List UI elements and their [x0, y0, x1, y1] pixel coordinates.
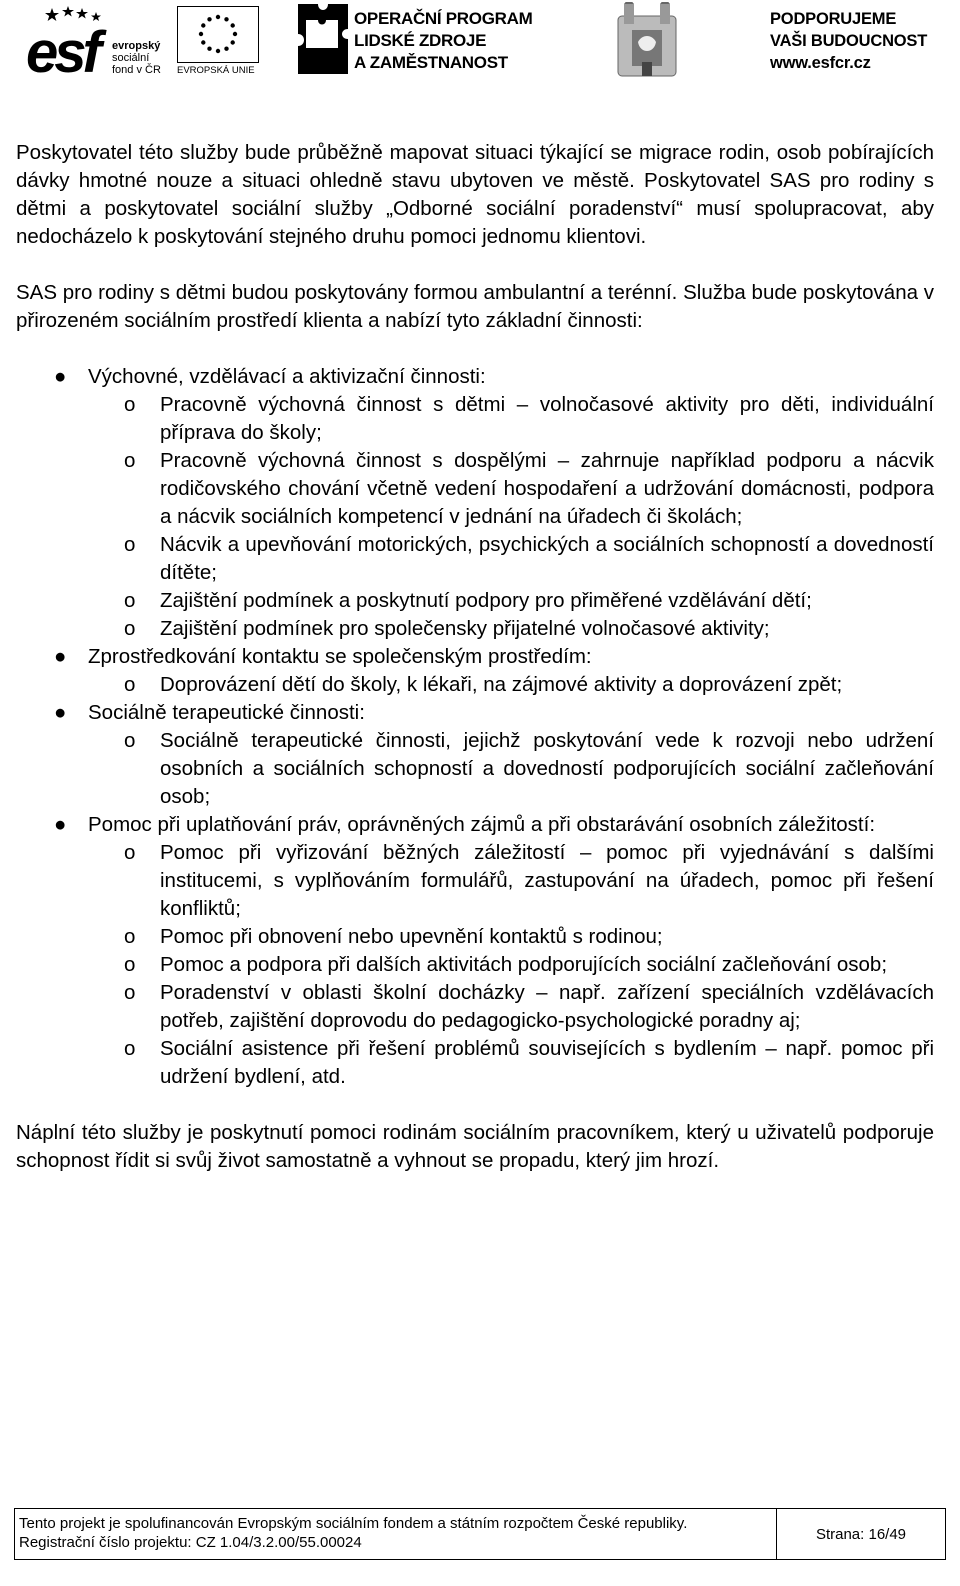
sub-list-item	[88, 587, 934, 615]
op-logo-text	[354, 8, 532, 74]
esf-logo-line1: evropský	[112, 40, 161, 52]
sub-list-item-text: Pomoc při obnovení nebo upevnění kontaktů s rodinou;	[160, 925, 663, 948]
op-logo-line2: LIDSKÉ ZDROJE	[354, 31, 487, 50]
sub-list-item	[88, 391, 934, 447]
sub-list-item-text: Sociálně terapeutické činnosti, jejichž poskytování vede k rozvoji nebo udržení osobních a sociálních schopností a dovedností podporujících sociální začleňování osob;	[160, 729, 934, 808]
sub-list	[88, 671, 934, 699]
sub-list	[88, 391, 934, 643]
sub-list-item-text: Zajištění podmínek a poskytnutí podpory pro přiměřené vzdělávání dětí;	[160, 589, 812, 612]
sub-list-item	[88, 979, 934, 1035]
paragraph-intro: Poskytovatel této služby bude průběžně mapovat situaci týkající se migrace rodin, osob pobírajících dávky hmotné nouze a situaci ohledně stavu ubytoven ve městě. Poskytovatel SAS pro rodiny s dětmi a poskytovatel sociální služby „Odborné sociální poradenství“ musí spolupracovat, aby nedocházelo k poskytování stejného druhu pomoci jednomu klientovi.	[16, 141, 934, 248]
sub-list-item-text: Pomoc při vyřizování běžných záležitostí – pomoc při vyjednávání s dalšími institucemi, s vyplňováním formulářů, zastupování na úřadech, pomoc při řešení konfliktů;	[160, 841, 934, 920]
page-footer	[14, 1508, 946, 1560]
support-logo-url: www.esfcr.cz	[770, 54, 871, 72]
list-item	[16, 811, 934, 1091]
page-number	[777, 1509, 945, 1559]
list-item-label: Výchovné, vzdělávací a aktivizační činnosti:	[88, 365, 486, 388]
sub-list-item	[88, 951, 934, 979]
list-item-label: Pomoc při uplatňování práv, oprávněných zájmů a při obstarávání osobních záležitostí:	[88, 813, 876, 836]
sub-list-item	[88, 671, 934, 699]
paragraph-conclusion: Náplní této služby je poskytnutí pomoci rodinám sociálním pracovníkem, který u uživatelů podporuje schopnost řídit si svůj život samostatně a vyhnout se propadu, který jim hrozí.	[16, 1121, 934, 1172]
sub-list-item	[88, 531, 934, 587]
circle-bullet-icon: o	[124, 393, 136, 416]
sub-list-item	[88, 447, 934, 531]
circle-bullet-icon: o	[124, 981, 136, 1004]
circle-bullet-icon: o	[124, 925, 136, 948]
sub-list	[88, 727, 934, 811]
support-logo	[770, 8, 950, 78]
op-logo-line3: A ZAMĚSTNANOST	[354, 53, 508, 72]
esf-logo-line2: sociální	[112, 52, 150, 64]
list-item	[16, 699, 934, 811]
sub-list-item-text: Pracovně výchovná činnost s dospělými – zahrnuje například podporu a nácvik rodičovského chování včetně vedení hospodaření a udržování domácnosti, podpora a nácvik sociálních kompetencí v jednání na úřadech či školách;	[160, 449, 934, 528]
sub-list-item-text: Pomoc a podpora při dalších aktivitách podporujících sociální začleňování osob;	[160, 953, 888, 976]
eu-flag-icon	[177, 6, 259, 63]
sub-list	[88, 839, 934, 1091]
footer-cofinancing-text: Tento projekt je spolufinancován Evropským sociálním fondem a státním rozpočtem České republiky.	[19, 1515, 688, 1532]
op-logo	[298, 4, 548, 76]
circle-bullet-icon: o	[124, 841, 136, 864]
circle-bullet-icon: o	[124, 449, 136, 472]
esf-logo	[26, 6, 176, 85]
list-item	[16, 363, 934, 643]
op-logo-line1: OPERAČNÍ PROGRAM	[354, 9, 533, 28]
footer-registration-number: Registrační číslo projektu: CZ 1.04/3.2.00/55.00024	[19, 1534, 362, 1551]
sub-list-item	[88, 839, 934, 923]
sub-list-item-text: Doprovázení dětí do školy, k lékaři, na zájmové aktivity a doprovázení zpět;	[160, 673, 843, 696]
sub-list-item-text: Poradenství v oblasti školní docházky – např. zařízení speciálních vzdělávacích potřeb, zajištění doprovodu do pedagogicko-psychologické poradny aj;	[160, 981, 934, 1032]
support-logo-line2: VAŠI BUDOUCNOST	[770, 32, 928, 50]
sub-list-item-text: Nácvik a upevňování motorických, psychických a sociálních schopností a dovedností dítěte;	[160, 533, 934, 584]
city-crest-icon	[614, 2, 680, 78]
sub-list-item	[88, 615, 934, 643]
sub-list-item-text: Pracovně výchovná činnost s dětmi – volnočasové aktivity pro děti, individuální příprava do školy;	[160, 393, 934, 444]
sub-list-item	[88, 727, 934, 811]
document-body	[16, 139, 934, 1175]
page-header	[0, 0, 960, 85]
activity-list	[16, 363, 934, 1091]
esf-logo-line3: fond v ČR	[112, 64, 161, 76]
circle-bullet-icon: o	[124, 729, 136, 752]
list-item	[16, 643, 934, 699]
circle-bullet-icon: o	[124, 1037, 136, 1060]
bullet-icon: ●	[54, 645, 67, 668]
puzzle-icon	[298, 4, 348, 74]
bullet-icon: ●	[54, 813, 67, 836]
circle-bullet-icon: o	[124, 589, 136, 612]
eu-logo-label: EVROPSKÁ UNIE	[177, 65, 255, 76]
bullet-icon: ●	[54, 701, 67, 724]
sub-list-item-text: Sociální asistence při řešení problémů souvisejících s bydlením – např. pomoc při udržení bydlení, atd.	[160, 1037, 934, 1088]
bullet-icon: ●	[54, 365, 67, 388]
circle-bullet-icon: o	[124, 953, 136, 976]
circle-bullet-icon: o	[124, 673, 136, 696]
circle-bullet-icon: o	[124, 617, 136, 640]
esf-logo-caption	[112, 40, 161, 76]
eu-logo	[177, 6, 261, 78]
sub-list-item	[88, 1035, 934, 1091]
esf-logo-word: esf	[26, 20, 98, 85]
paragraph-services: SAS pro rodiny s dětmi budou poskytovány formou ambulantní a terénní. Služba bude poskytována v přirozeném sociálním prostředí klienta a nabízí tyto základní činnosti:	[16, 281, 934, 332]
footer-project-info	[15, 1509, 777, 1559]
list-item-label: Sociálně terapeutické činnosti:	[88, 701, 365, 724]
list-item-label: Zprostředkování kontaktu se společenským prostředím:	[88, 645, 592, 668]
sub-list-item-text: Zajištění podmínek pro společensky přijatelné volnočasové aktivity;	[160, 617, 770, 640]
page-number-text: Strana: 16/49	[815, 1525, 907, 1543]
support-logo-line1: PODPORUJEME	[770, 10, 897, 28]
sub-list-item	[88, 923, 934, 951]
circle-bullet-icon: o	[124, 533, 136, 556]
